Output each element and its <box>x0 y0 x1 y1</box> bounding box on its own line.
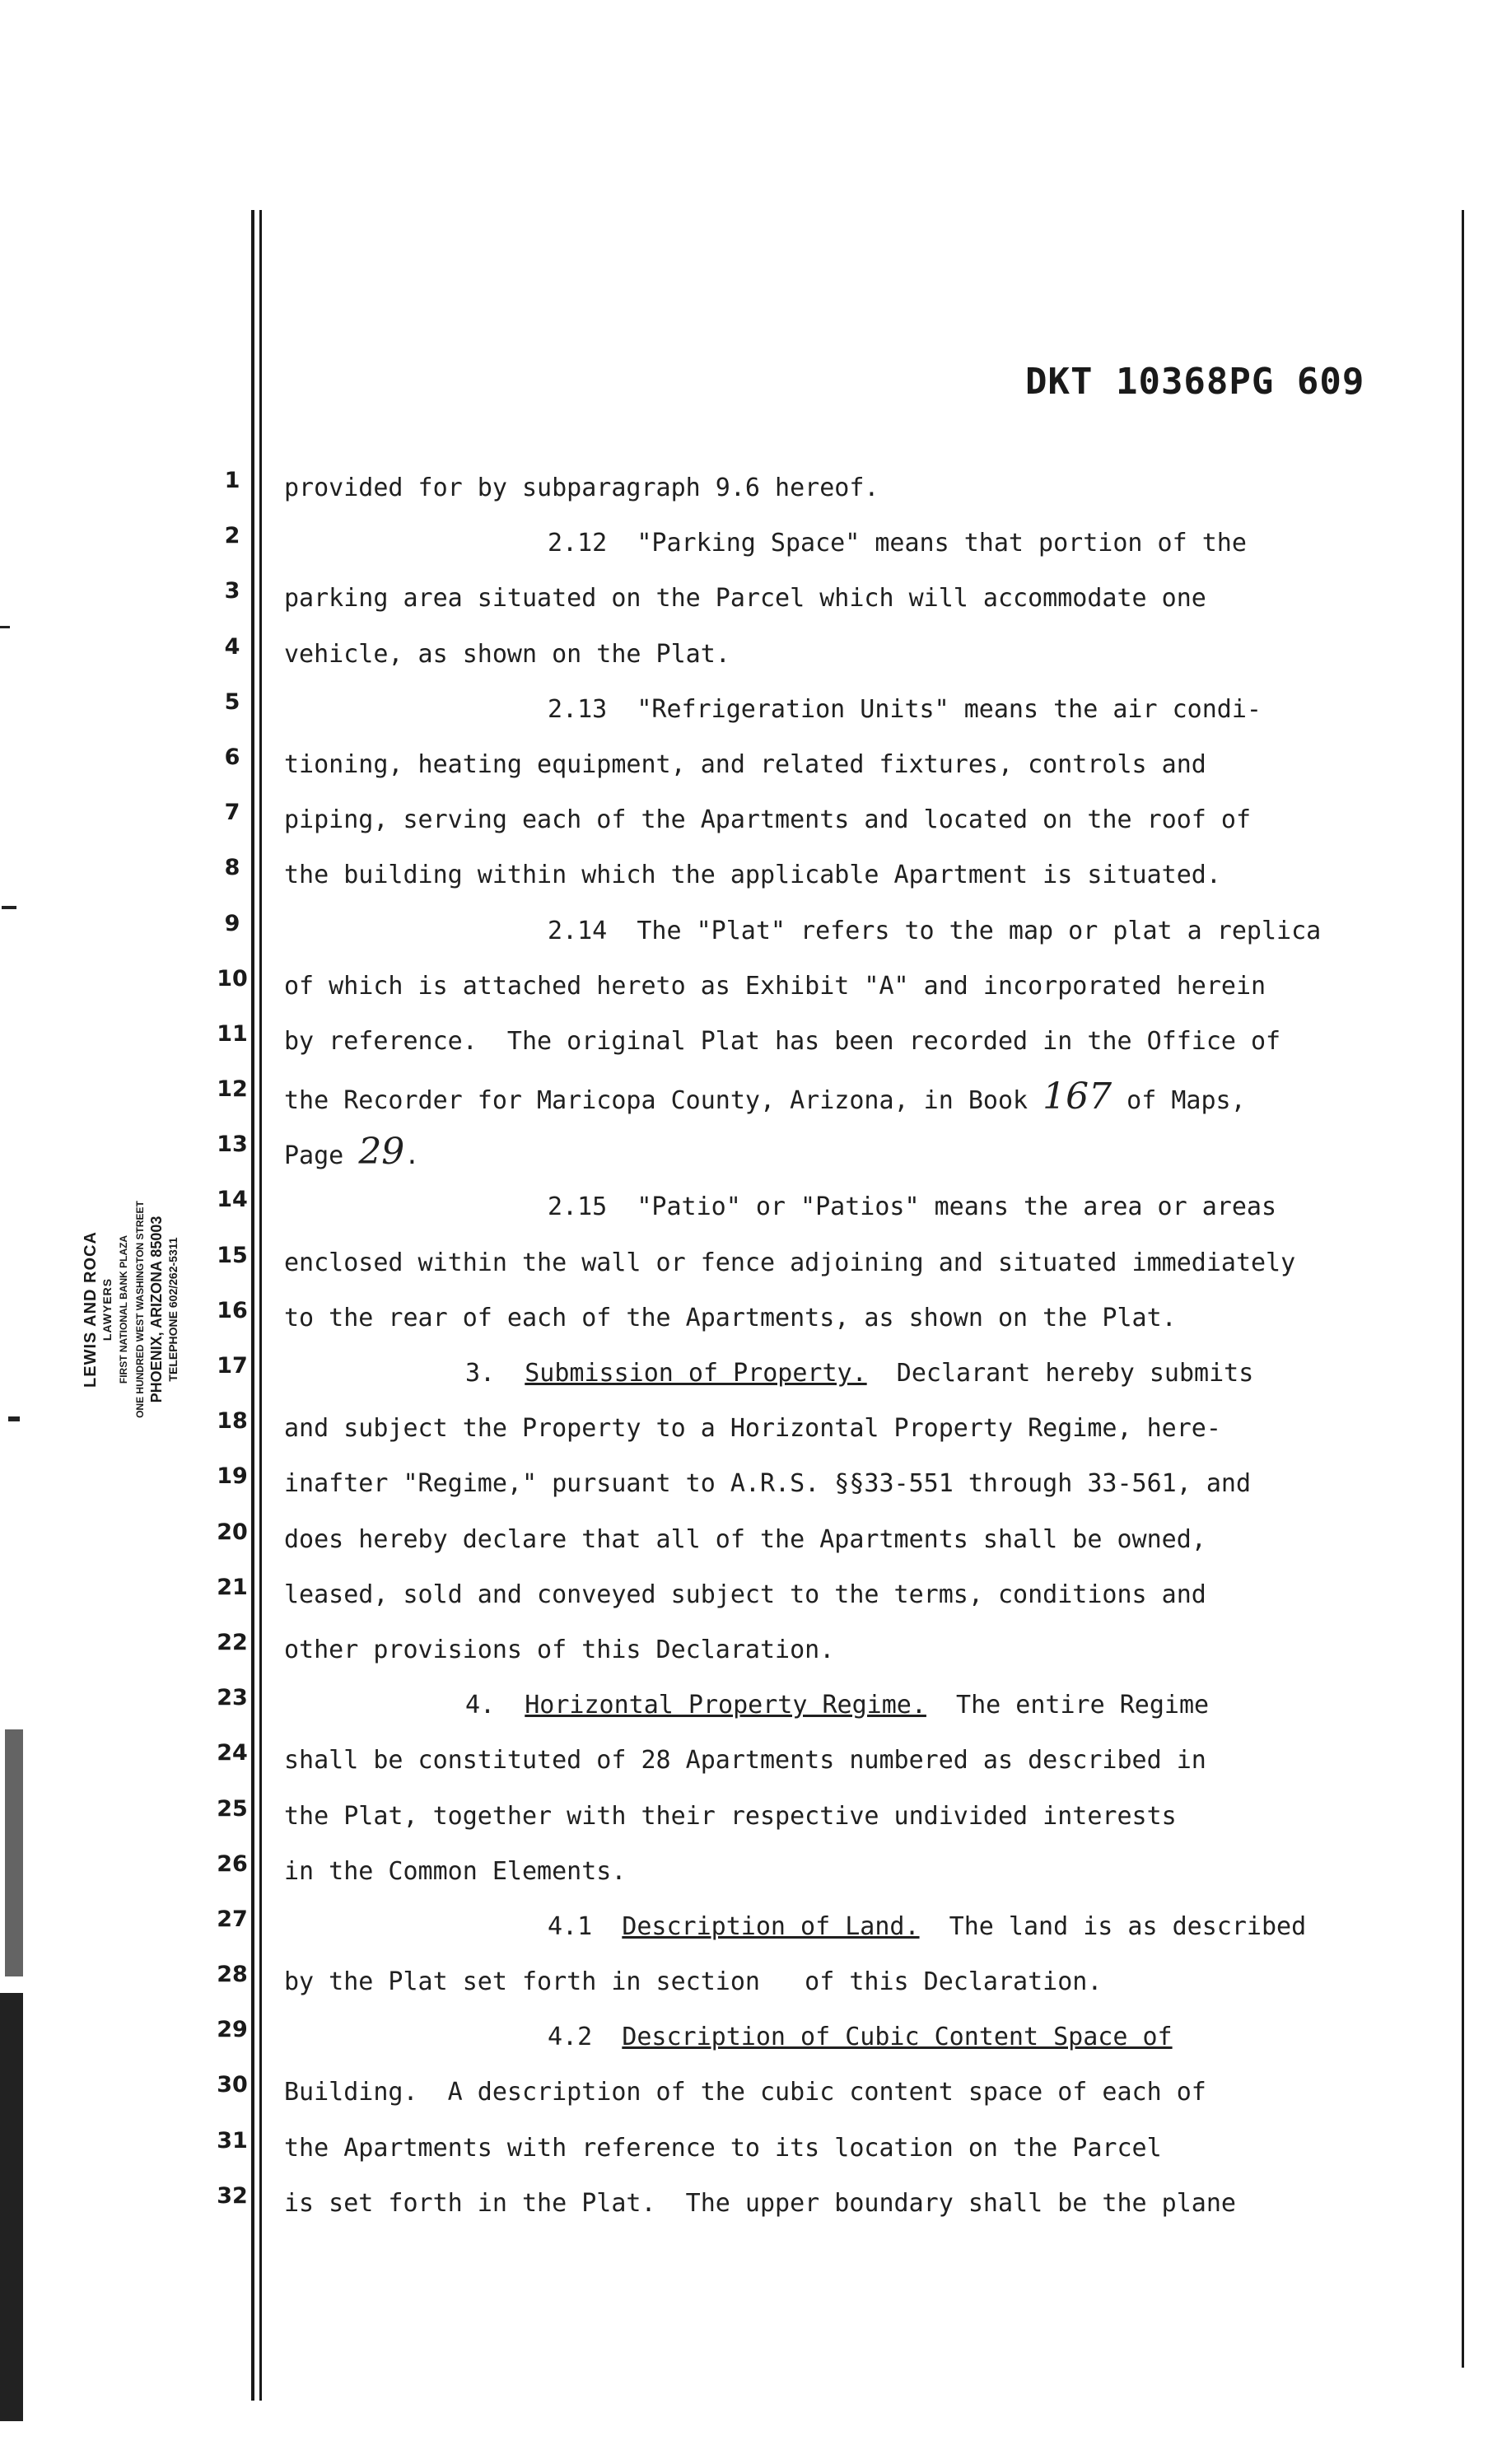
handwritten-book-number: 167 <box>1043 1076 1113 1118</box>
text-segment: . <box>404 1141 420 1171</box>
text-segment: Declarant hereby submits <box>866 1359 1254 1388</box>
text-line: piping, serving each of the Apartments and located on the roof of <box>284 805 1251 835</box>
firm-city: PHOENIX, ARIZONA 85003 <box>148 1216 165 1403</box>
section-4-heading-line <box>284 1685 1453 1740</box>
line-number: 1 <box>224 468 240 493</box>
text-segment: Page <box>284 1141 359 1171</box>
line-number: 2 <box>224 523 240 549</box>
line-number-column <box>216 468 249 2238</box>
section-3-heading-line <box>284 1353 1453 1408</box>
firm-phone: TELEPHONE 602/262-5311 <box>166 1237 180 1382</box>
text-line: the building within which the applicable Apartment is situated. <box>284 861 1221 890</box>
line-number: 8 <box>224 855 240 881</box>
section-heading: Description of Cubic Content Space of <box>622 2023 1173 2052</box>
text-line: other provisions of this Declaration. <box>284 1635 835 1664</box>
text-line: provided for by subparagraph 9.6 hereof. <box>284 474 879 502</box>
section-heading: Submission of Property. <box>525 1359 867 1388</box>
text-line: to the rear of each of the Apartments, as shown on the Plat. <box>284 1303 1177 1332</box>
text-line: vehicle, as shown on the Plat. <box>284 639 730 669</box>
left-margin-rule-outer <box>251 210 254 2401</box>
line-number: 3 <box>224 578 240 604</box>
text-segment: the Recorder for Maricopa County, Arizona, in Book <box>284 1086 1043 1116</box>
text-line: 2.12 "Parking Space" means that portion of the <box>548 529 1247 558</box>
line-number: 14 <box>217 1187 248 1213</box>
text-line: by the Plat set forth in section of this Declaration. <box>284 1967 1103 1997</box>
text-line: enclosed within the wall or fence adjoining and situated immediately <box>284 1248 1296 1277</box>
handwritten-page-number: 29 <box>358 1132 405 1174</box>
text-segment: of Maps, <box>1112 1086 1246 1116</box>
text-line: of which is attached hereto as Exhibit "A" and incorporated herein <box>284 971 1266 1001</box>
docket-page-stamp: DKT 10368PG 609 <box>1025 361 1365 403</box>
line-number: 32 <box>217 2182 248 2209</box>
section-number: 4.1 <box>548 1911 623 1941</box>
line-number: 31 <box>217 2127 248 2154</box>
line-number: 22 <box>217 1629 248 1655</box>
text-line: tioning, heating equipment, and related fixtures, controls and <box>284 749 1206 779</box>
text-line: shall be constituted of 28 Apartments numbered as described in <box>284 1746 1206 1776</box>
section-heading: Horizontal Property Regime. <box>525 1691 926 1720</box>
firm-building: FIRST NATIONAL BANK PLAZA <box>118 1234 129 1384</box>
section-4-2-heading-line <box>284 2017 1453 2072</box>
scan-edge-marks <box>0 0 33 2464</box>
line-number: 17 <box>217 1353 248 1379</box>
firm-street: ONE HUNDRED WEST WASHINGTON STREET <box>134 1201 146 1418</box>
text-line: parking area situated on the Parcel which will accommodate one <box>284 584 1206 614</box>
line-number: 28 <box>217 1962 248 1988</box>
section-heading: Description of Land. <box>622 1911 920 1941</box>
text-line: and subject the Property to a Horizontal Property Regime, here- <box>284 1414 1221 1444</box>
line-number: 16 <box>217 1297 248 1323</box>
text-line-page <box>284 1132 1453 1187</box>
line-number: 18 <box>217 1408 248 1435</box>
section-number: 4. <box>465 1691 525 1720</box>
text-line: 2.14 The "Plat" refers to the map or plat a replica <box>548 916 1322 945</box>
line-number: 26 <box>217 1850 248 1877</box>
line-number: 27 <box>217 1906 248 1932</box>
text-line: 2.15 "Patio" or "Patios" means the area or areas <box>548 1192 1277 1222</box>
line-number: 30 <box>217 2072 248 2098</box>
left-margin-rule-inner <box>259 210 262 2401</box>
text-line: the Plat, together with their respective undivided interests <box>284 1801 1177 1831</box>
section-number: 3. <box>465 1359 525 1388</box>
line-number: 5 <box>224 688 240 715</box>
text-line: inafter "Regime," pursuant to A.R.S. §§33-551 through 33-561, and <box>284 1469 1251 1499</box>
line-number: 12 <box>217 1076 248 1103</box>
right-margin-rule <box>1462 210 1464 2368</box>
text-line: in the Common Elements. <box>284 1856 627 1886</box>
line-number: 11 <box>217 1020 248 1047</box>
text-line: does hereby declare that all of the Apartments shall be owned, <box>284 1524 1206 1554</box>
declaration-body <box>284 468 1453 2238</box>
section-4-1-heading-line <box>284 1906 1453 1962</box>
line-number: 23 <box>217 1685 248 1711</box>
text-segment: The land is as described <box>919 1911 1307 1941</box>
line-number: 13 <box>217 1132 248 1158</box>
line-number: 7 <box>224 800 240 826</box>
line-number: 20 <box>217 1519 248 1545</box>
text-line: is set forth in the Plat. The upper boundary shall be the plane <box>284 2188 1236 2218</box>
line-number: 21 <box>217 1574 248 1600</box>
line-number: 24 <box>217 1740 248 1766</box>
text-line: leased, sold and conveyed subject to the terms, conditions and <box>284 1580 1206 1609</box>
firm-name: LEWIS AND ROCA <box>82 1231 100 1388</box>
line-number: 4 <box>224 633 240 660</box>
line-number: 9 <box>224 910 240 936</box>
line-number: 10 <box>217 965 248 992</box>
line-number: 29 <box>217 2017 248 2043</box>
law-firm-imprint <box>49 1178 214 1507</box>
text-line-book <box>284 1076 1453 1132</box>
section-number: 4.2 <box>548 2023 623 2052</box>
text-line: 2.13 "Refrigeration Units" means the air condi- <box>548 694 1262 724</box>
text-line: by reference. The original Plat has been recorded in the Office of <box>284 1026 1281 1056</box>
line-number: 19 <box>217 1463 248 1490</box>
line-number: 6 <box>224 744 240 770</box>
text-line: the Apartments with reference to its location on the Parcel <box>284 2133 1162 2163</box>
line-number: 15 <box>217 1242 248 1268</box>
firm-profession: LAWYERS <box>100 1277 114 1342</box>
line-number: 25 <box>217 1795 248 1822</box>
text-line: Building. A description of the cubic content space of each of <box>284 2078 1206 2107</box>
text-segment: The entire Regime <box>926 1691 1210 1720</box>
